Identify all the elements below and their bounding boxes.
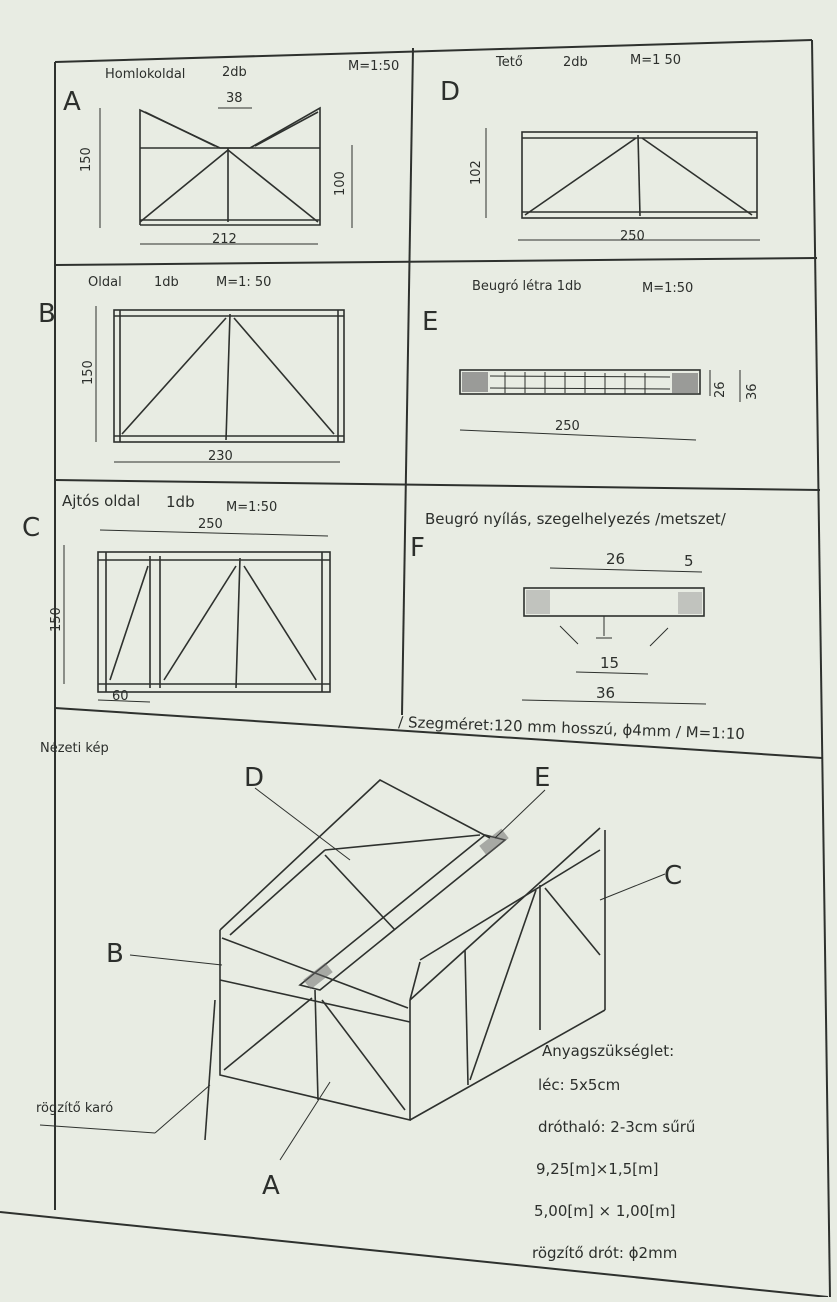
panel-a-scale: M=1:50 — [348, 59, 400, 74]
materials-item: 5,00[m] × 1,00[m] — [534, 1202, 676, 1220]
panel-b-count: 1db — [154, 275, 179, 290]
panel-e-scale: M=1:50 — [642, 281, 694, 296]
panel-d-count: 2db — [563, 55, 588, 70]
panel-c-letter: C — [22, 513, 41, 543]
panel-b — [38, 275, 344, 464]
panel-c-width: 250 — [198, 517, 223, 532]
panel-f-section — [524, 588, 704, 646]
panel-d-height: 102 — [469, 160, 484, 185]
panel-b-scale: M=1: 50 — [216, 275, 272, 290]
materials-item: 9,25[m]×1,5[m] — [536, 1160, 659, 1178]
panel-f-title: Beugró nyílás, szegelhelyezés /metszet/ — [425, 510, 726, 528]
panel-f-top-dim: 26 — [606, 550, 626, 568]
panel-b-title: Oldal — [88, 275, 122, 290]
panel-a — [63, 59, 399, 247]
panel-f-right-dim: 5 — [684, 552, 694, 570]
panel-d-title: Tető — [496, 55, 523, 70]
panel-c-height: 150 — [49, 607, 64, 632]
panel-f-note: / Szegméret:120 mm hosszú, ϕ4mm / M=1:10 — [397, 713, 746, 744]
panel-c-door: 60 — [112, 689, 129, 704]
panel-d — [440, 53, 760, 244]
panel-a-frame — [140, 108, 320, 225]
panel-a-inner-height: 100 — [333, 171, 348, 196]
materials-heading: Anyagszükséglet: — [542, 1042, 675, 1060]
panel-a-width: 212 — [212, 232, 237, 247]
panel-f — [398, 510, 745, 743]
panel-a-count: 2db — [222, 65, 247, 80]
panel-a-height: 150 — [79, 147, 94, 172]
panel-b-height: 150 — [81, 360, 96, 385]
panel-d-width: 250 — [620, 229, 645, 244]
view-label-e: E — [534, 763, 551, 793]
materials-item: léc: 5x5cm — [538, 1076, 621, 1094]
view-title: Nézeti kép — [40, 741, 109, 756]
panel-f-mid-dim: 15 — [600, 654, 620, 672]
panel-e — [422, 279, 760, 440]
panel-e-width: 250 — [555, 419, 580, 434]
panel-e-title: Beugró létra 1db — [472, 279, 582, 294]
panel-c-count: 1db — [166, 493, 195, 511]
sheet-grid — [0, 40, 830, 1297]
materials-list — [532, 1042, 695, 1262]
stake-label: rögzítő karó — [36, 1101, 114, 1116]
panel-d-scale: M=1 50 — [630, 53, 682, 68]
panel-d-letter: D — [440, 77, 461, 107]
panel-a-top-dim: 38 — [226, 91, 243, 106]
panel-b-letter: B — [38, 299, 56, 329]
panel-c-frame — [98, 552, 330, 692]
panel-c-title: Ajtós oldal — [62, 492, 141, 510]
panel-c-scale: M=1:50 — [226, 500, 278, 515]
materials-item: rögzítő drót: ϕ2mm — [532, 1244, 678, 1262]
view-label-b: B — [106, 939, 124, 969]
panel-e-ladder — [460, 370, 700, 394]
panel-f-bottom-dim: 36 — [596, 684, 616, 702]
panel-c — [22, 492, 330, 704]
panel-b-width: 230 — [208, 449, 233, 464]
panel-a-title: Homlokoldal — [105, 67, 186, 82]
panel-e-h2: 36 — [745, 383, 760, 400]
panel-d-frame — [522, 132, 757, 218]
panel-e-h1: 26 — [713, 381, 728, 398]
panel-b-frame — [114, 310, 344, 442]
panel-a-letter: A — [63, 87, 81, 117]
panel-e-letter: E — [422, 307, 439, 337]
view-label-c: C — [664, 861, 683, 891]
materials-item: dróthaló: 2-3cm sűrű — [538, 1118, 696, 1136]
panel-f-letter: F — [410, 533, 425, 563]
view-label-d: D — [244, 763, 265, 793]
view-label-a: A — [262, 1171, 280, 1201]
